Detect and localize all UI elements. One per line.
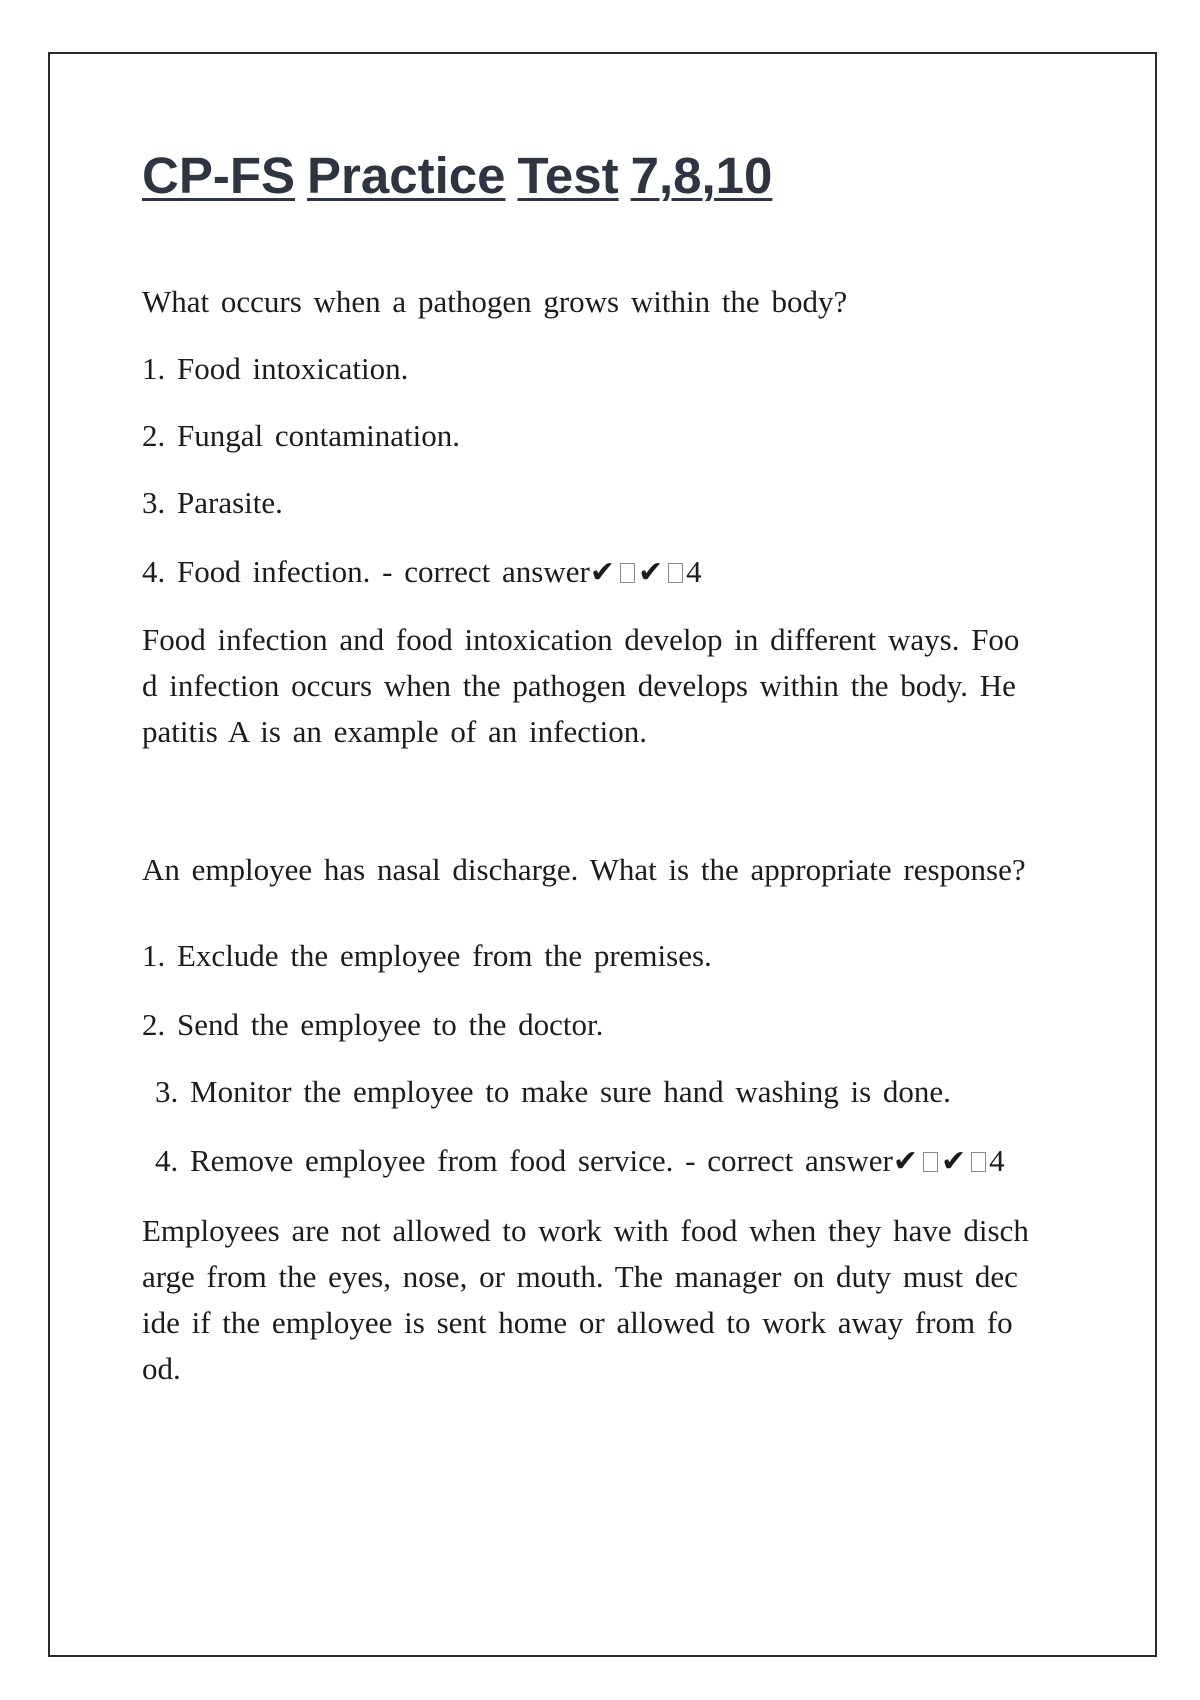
- answer-number: 4: [686, 554, 702, 589]
- title-word: CP-FS: [142, 147, 295, 204]
- explanation-line: od.: [142, 1351, 181, 1386]
- missing-glyph-box: [923, 1152, 938, 1172]
- title-word: Test: [517, 147, 619, 204]
- question-2-explanation: [142, 1208, 1082, 1392]
- question-1-option-2: 2. Fungal contamination.: [142, 418, 460, 453]
- missing-glyph-box: [971, 1152, 986, 1172]
- title-word: Practice: [307, 147, 506, 204]
- answer-number: 4: [989, 1143, 1005, 1178]
- question-2-option-2: 2. Send the employee to the doctor.: [142, 1007, 604, 1042]
- explanation-line: ide if the employee is sent home or allowed to work away from fo: [142, 1305, 1013, 1340]
- explanation-line: patitis A is an example of an infection.: [142, 714, 647, 749]
- explanation-line: arge from the eyes, nose, or mouth. The manager on duty must dec: [142, 1259, 1018, 1294]
- missing-glyph-box: [620, 563, 635, 583]
- explanation-line: d infection occurs when the pathogen develops within the body. He: [142, 668, 1016, 703]
- document-title: [142, 148, 784, 204]
- check-icon: ✔: [892, 1144, 918, 1179]
- question-2-option-4: [155, 1142, 1005, 1180]
- question-2-option-1: 1. Exclude the employee from the premises.: [142, 938, 712, 973]
- question-1-option-1: 1. Food intoxication.: [142, 351, 409, 386]
- title-word: 7,8,10: [630, 147, 773, 204]
- question-2-option-3: 3. Monitor the employee to make sure hand washing is done.: [155, 1074, 951, 1109]
- explanation-line: Food infection and food intoxication develop in different ways. Foo: [142, 622, 1020, 657]
- missing-glyph-box: [668, 563, 683, 583]
- correct-answer-text: 4. Food infection. - correct answer: [142, 554, 590, 589]
- question-1-option-4: [142, 553, 702, 591]
- check-icon: ✔: [589, 555, 615, 590]
- correct-answer-text: 4. Remove employee from food service. - correct answer: [155, 1143, 893, 1178]
- check-icon: ✔: [637, 555, 664, 590]
- question-1-prompt: What occurs when a pathogen grows within the body?: [142, 284, 848, 319]
- question-1-option-3: 3. Parasite.: [142, 485, 283, 520]
- question-2-prompt: An employee has nasal discharge. What is the appropriate response?: [142, 852, 1026, 887]
- explanation-line: Employees are not allowed to work with food when they have disch: [142, 1213, 1029, 1248]
- check-icon: ✔: [940, 1144, 967, 1179]
- question-1-explanation: [142, 617, 1082, 755]
